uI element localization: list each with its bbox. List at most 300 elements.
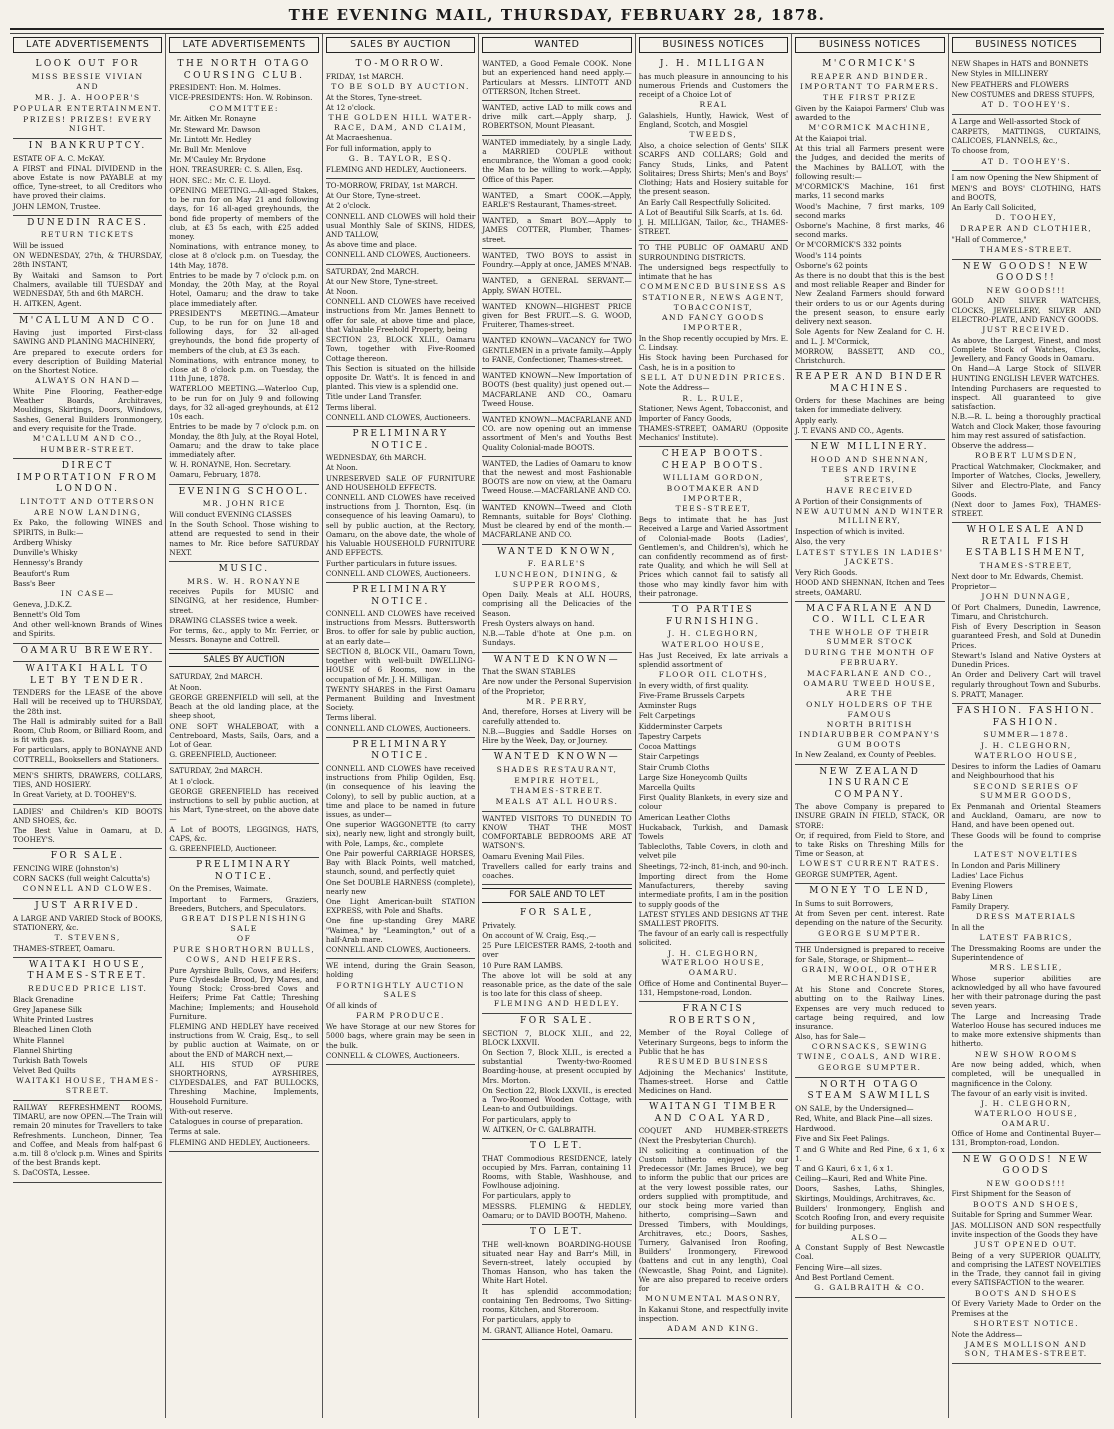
ad-line: White Pine Flooring, Feather-edge Weather Boards, Architraves, Mouldings, Skirtings, Doors, Windows, Sashes, General Builders Ironmongery, and every requisite for the Trade. (13, 386, 163, 433)
column-2 (166, 34, 322, 1418)
ad-line: For particulars, apply to (482, 1191, 571, 1201)
ad-line: The undersigned begs respectfully to intimate that he has (638, 262, 789, 282)
ad-line: F. EARLE'S (527, 559, 587, 569)
ad-line: NEW GOODS!!! (986, 1178, 1066, 1188)
advertisement (482, 750, 631, 811)
ad-line: JAS. MOLLISON AND SON respectfully invite inspection of the Goods they have (951, 1220, 1101, 1239)
advertisement (482, 653, 631, 751)
ad-line: ADAM AND KING. (667, 1324, 760, 1334)
ad-line: Nominations, with entrance money, to close at 8 o'clock p.m. on Tuesday, the 14th May, 1878. (169, 242, 319, 270)
ad-line: Desires to inform the Ladies of Oamaru and Neighbourhood that his (951, 762, 1101, 781)
ad-line: POPULAR ENTERTAINMENT. (13, 103, 163, 113)
ad-line: DRAWING CLASSES twice a week. (169, 615, 298, 625)
ad-line: American Leather Cloths (638, 812, 731, 822)
advertisement (795, 1078, 944, 1298)
ad-line: N.B.—Buggies and Saddle Horses on Hire by the Week, Day, or Journey. (482, 726, 632, 746)
ad-line: VICE-PRESIDENTS: Hon. W. Robinson. (169, 93, 313, 103)
ad-line: N.B.—Table d'hote at One p.m. on Sundays. (482, 629, 632, 648)
ad-line: FLEMING AND HEDLEY, Auctioneers. (169, 1137, 311, 1147)
ad-line: MR. JOHN RICE (202, 499, 286, 509)
ad-line: MR. PERRY, (526, 696, 588, 706)
ad-line: DURING THE MONTH OF FEBRUARY. (804, 648, 936, 667)
ad-line: M. GRANT, Alliance Hotel, Oamaru. (482, 1325, 613, 1335)
ad-line: At this trial all Farmers present were the Judges, and decided the merits of the Machines by BALLOT, with the following result:— (795, 144, 945, 181)
ad-line: One Light American-built STATION EXPRESS, with Pole and Shafts. (325, 896, 476, 916)
ad-line: LINTOTT AND OTTERSON (20, 496, 156, 506)
ad-line: ONLY HOLDERS OF THE FAMOUS (806, 699, 934, 719)
ad-line: Ceiling—Kauri, Red and White Pine. (795, 1174, 928, 1184)
ad-headline: WAITANGI TIMBER AND COAL YARD, (649, 1102, 778, 1124)
ad-line: On Section 22, Block LXXVII., is erected a Two-Roomed Wooden Cottage, with Lean-to and Outbuildings. (482, 1085, 632, 1114)
ad-line: FLOOR OIL CLOTHS, (658, 670, 768, 680)
ad-line: On Section 7, Block XLII., is erected a substantial Twenty-two-Roomed Boarding-house, at present occupied by Mrs. Morton. (482, 1048, 632, 1085)
ad-headline: NEW ZEALAND INSURANCE COMPANY. (819, 766, 921, 800)
ad-line: Member of the Royal College of Veterinary Surgeons, begs to inform the Public that he has (638, 1028, 789, 1056)
ad-line: TEES-STREET, (675, 504, 752, 514)
ad-line: At Our Store, Tyne-street. (325, 191, 421, 201)
ad-line: THE well-known BOARDING-HOUSE situated near Hay and Barr's Mill, in Severn-street, lately occupied by Thomas Hanson, who has taken the White Hart Hotel. (482, 1239, 632, 1286)
ad-line: It has splendid accommodation; containing Ten Bedrooms, Two Sitting-rooms, Kitchen, and Storeroom. (482, 1286, 632, 1315)
ad-line: In the South School. Those wishing to attend are requested to send in their names to Mr. Rice before SATURDAY NEXT. (169, 520, 319, 557)
ad-line: MISS BESSIE VIVIAN (31, 71, 144, 81)
ad-line: Whose superior abilities are acknowledged by all who have favoured her with their patronage during the past seven years. (951, 973, 1101, 1011)
ad-line: IMPORTANT TO FARMERS. (800, 82, 940, 92)
advertisement (482, 545, 631, 653)
advertisement (169, 562, 318, 650)
ad-headline: WAITAKI HALL TO LET BY TENDER. (25, 664, 150, 686)
ad-line: FLEMING AND HEDLEY, Auctioneers. (325, 164, 467, 174)
ad-headline: WANTED, the Ladies of Oamaru to know that the newest and most Fashionable BOOTS are now on view, at the Oamaru Tweed House.—MACFARLANE AND CO. (482, 458, 632, 496)
ad-line: At our New Store, Tyne-street. (325, 276, 438, 286)
ad-line: Practical Watchmaker, Clockmaker, and Importer of Watches, Clocks, Jewellery, Silver and Electro-Plate, and Fancy Goods. (951, 462, 1101, 499)
advertisement (482, 136, 631, 189)
ad-line: Family Drapery. (951, 901, 1010, 911)
advertisement (795, 57, 944, 370)
ad-line: At Noon. (325, 287, 358, 297)
ad-line: Black Grenadine (13, 994, 74, 1004)
advertisement (482, 189, 631, 214)
ad-line: THAMES-STREET. (510, 786, 604, 796)
ad-headline: I am now Opening the New Shipment of (951, 173, 1098, 183)
ad-line: His Stock having been Purchased for Cash, he is in a position to (638, 353, 789, 372)
ad-line: At 1 o'clock. (169, 776, 215, 786)
ad-line: The favour of an early visit is invited. (951, 1088, 1088, 1098)
advertisement (13, 139, 162, 216)
column-1 (10, 34, 166, 1418)
ad-line: NEW AUTUMN AND WINTER MILLINERY, (795, 506, 945, 526)
column-7 (949, 34, 1104, 1418)
ad-line: W. H. RONAYNE, Hon. Secretary. (169, 460, 291, 470)
ad-line: Proprietor— (951, 581, 997, 591)
ad-line: HOOD AND SHENNAN, (810, 454, 930, 464)
ad-line: GEORGE GREENFIELD has received instructions to sell by public auction, at his Mart, Tyne-street, on the above date— (169, 786, 319, 824)
ad-line: MRS. W. H. RONAYNE (187, 576, 302, 586)
advertisement (482, 1014, 631, 1139)
advertisement (326, 179, 475, 265)
ad-line: (Next door to James Fox), THAMES-STREET. (951, 499, 1101, 519)
ad-line: In every width, of first quality. (638, 680, 749, 690)
ad-line: Title under Land Transfer. (325, 392, 422, 402)
ad-line: SUMMER—1878. (983, 730, 1070, 740)
ad-line: SHADES RESTAURANT, (496, 764, 618, 774)
ad-line: Oamaru, February, 1878. (169, 470, 261, 480)
ad-line: CONNELL AND CLOWES. (22, 884, 153, 894)
ad-line: One fine up-standing Grey MARE "Waimea," by "Leamington," out of a half-Arab mare. (325, 916, 476, 944)
ad-line: D. TOOHEY, (995, 213, 1058, 223)
ad-line: Doors, Sashes, Laths, Shingles, Skirtings, Mouldings, Architraves, &c. (795, 1184, 945, 1203)
ad-line: A Lot of BOOTS, LEGGINGS, HATS, CAPS, &c. (169, 824, 319, 843)
ad-headline: TO LET. (530, 1141, 584, 1152)
ad-line: SECTION 8, BLOCK VII., Oamaru Town, together with well-built DWELLING-HOUSE of 6 Rooms, now in the occupation of Mr. J. H. Milligan. (325, 646, 476, 684)
ad-line: Geneva, J.D.K.Z. (13, 599, 72, 609)
ad-line: Stair Carpetings (638, 752, 699, 762)
ad-line: NEW SHOW ROOMS (974, 1049, 1078, 1059)
ad-line: Kidderminster Carpets (638, 721, 723, 731)
ad-line: We have Storage at our new Stores for 5000 bags, where grain may be seen in the bulk. (325, 1022, 476, 1050)
ad-line: SHORTEST NOTICE. (973, 1318, 1080, 1328)
ad-headline: TO PARTIES FURNISHING. (666, 605, 761, 627)
ad-line: At 12 o'clock. (325, 102, 376, 112)
ad-line: JOHN DUNNAGE, (981, 592, 1072, 602)
ad-line: WEDNESDAY, 6th MARCH. (325, 453, 427, 463)
ad-line: A Portion of their Consignments of (795, 496, 922, 506)
ad-headline: LADIES' and Children's KID BOOTS AND SHOES, &c. (13, 806, 163, 825)
ad-line: Observe the address— (951, 441, 1034, 451)
ad-line: EMPIRE HOTEL, (514, 775, 600, 785)
ad-line: As above, the Largest, Finest, and most Complete Stock of Watches, Clocks, Jewellery, and Fancy Goods in Oamaru. (951, 335, 1101, 364)
column-heading: SALES BY AUCTION (326, 37, 475, 53)
ad-line: An Early Call Solicited, (951, 203, 1037, 212)
ad-line: A Constant Supply of Best Newcastle Coal. (795, 1243, 945, 1262)
advertisement (952, 57, 1101, 115)
ad-headline: WE intend, during the Grain Season, holding (325, 961, 476, 980)
column-6 (792, 34, 948, 1418)
ad-line: On Hand—A Large Stock of SILVER HUNTING ENGLISH LEVER WATCHES. (951, 364, 1101, 383)
ad-line: THAMES-STREET, (979, 560, 1073, 570)
ad-line: BOOTMAKER AND IMPORTER, (666, 484, 761, 503)
advertisement (13, 459, 162, 643)
ad-line: Terms liberal. (325, 713, 377, 723)
ad-line: Next door to Mr. Edwards, Chemist. (951, 571, 1084, 581)
ad-headline: SATURDAY, 2nd MARCH. (169, 672, 263, 682)
ad-headline: NEW GOODS! NEW GOODS!! (962, 261, 1090, 284)
ad-line: Builders' Ironmongery, English and Scotch Roofing Iron, and every requisite for building purposes. (795, 1203, 945, 1232)
ad-line: Baby Linen (951, 891, 993, 901)
ad-headline: WANTED KNOWN—Tweed and Cloth Remnants, suitable for Boys' Clothing. Must be cleared by end of the month.—MACFARLANE AND CO. (482, 502, 632, 540)
ad-line: Catalogues in course of preparation. (169, 1117, 303, 1127)
ad-line: N.B.—R. L. being a thoroughly practical Watch and Clock Maker, those favouring him may rest assured of satisfaction. (951, 412, 1101, 440)
ad-line: CONNELL AND CLOWES will hold their usual Monthly Sale of SKINS, HIDES, AND TALLOW, (325, 211, 476, 239)
ad-line: The above lot will be sold at any reasonable price, as the date of the sale is too late for this class of sheep. (482, 970, 632, 999)
ad-line: WILLIAM GORDON, (662, 473, 764, 483)
ad-line: JUST RECEIVED. (982, 325, 1071, 334)
ad-line: At his Stone and Concrete Stores, abutting on to the Railway Lines. Expenses are very much reduced to cartage being required, and low insurance. (795, 985, 945, 1032)
ad-line: PRESIDENT: Hon. M. Holmes. (169, 83, 281, 93)
ad-line: SELL AT DUNEDIN PRICES. (640, 372, 787, 382)
ad-line: Ex Pako, the following WINES and SPIRITS, in Bulk:— (13, 518, 163, 537)
ad-line: An Early Call Respectfully Solicited. (638, 197, 771, 207)
ad-line: Given by the Kaiapoi Farmers' Club was awarded to the (795, 103, 945, 123)
ad-headline: RAILWAY REFRESHMENT ROOMS, TIMARU, are now OPEN.—The Train will remain 20 minutes for Travellers to take Refreshments. Luncheon, Dinner, Tea and Coffee, and Meals from half-past 6 a.m. till 8 o'clock p.m. Wines and Spirits of the best Brands kept. (13, 1102, 163, 1168)
ad-line: Beaufort's Rum (13, 568, 70, 578)
ad-line: Turkish Bath Towels (13, 1056, 88, 1065)
ad-headline: WANTED KNOWN—VACANCY for TWO GENTLEMEN in a private family.—Apply to FANE, Confectioner, Thames-street. (482, 336, 632, 364)
ad-headline: PRELIMINARY NOTICE. (352, 739, 449, 762)
ad-headline: FOR SALE, (520, 908, 594, 919)
ad-line: Ardberg Whisky (13, 537, 72, 547)
advertisement (169, 764, 318, 858)
ad-headline: WANTED immediately, by a single Lady, a MARRIED COUPLE without encumbrance, the Woman a good cook; the Man to be willing to work.—Apply, Office of this Paper. (482, 137, 632, 184)
advertisement (639, 57, 788, 241)
ad-line: SECTION 7, BLOCK XLII., and 22, BLOCK LXXVII. (482, 1028, 632, 1047)
ad-line: LATEST FABRICS, (979, 932, 1073, 942)
ad-line: FLEMING AND HEDLEY. (493, 999, 621, 1009)
ad-line: Office of Home and Continental Buyer—131, Hempstone-road, London. (638, 978, 789, 998)
ad-line: Pure Ayrshire Bulls, Cows, and Heifers; Pure Clydesdale Brood, Dry Mares, and Young Stock; Cross-bred Cows and Heifers; Prime Fat Cattle; Threshing Machine; Implements; and Household Furniture. (169, 965, 319, 1021)
advertisement (482, 101, 631, 136)
ad-line: JAMES MOLLISON AND SON, THAMES-STREET. (964, 1339, 1088, 1359)
ad-line: In Kakanui Stone, and respectfully invite inspection. (638, 1305, 789, 1324)
ad-headline: WANTED, a Smart BOY.—Apply to JAMES COTTER, Plumber, Thames-street. (482, 216, 632, 244)
ad-line: White Flannel (13, 1035, 65, 1045)
ad-headline: FOR SALE. (520, 1016, 594, 1027)
ad-line: FRIDAY, 1st MARCH. (325, 71, 404, 81)
ad-line: Mr. Aitken Mr. Ronayne (169, 114, 257, 124)
ad-headline: NEW Shapes in HATS and BONNETS (951, 59, 1089, 69)
ad-line: DRAPER AND CLOTHIER, (960, 223, 1093, 233)
ad-headline: SATURDAY, 2nd MARCH. (325, 266, 419, 276)
ad-line: At from Seven per cent. interest. Rate depending on the nature of the Security. (795, 909, 945, 928)
ad-line: NORTH BRITISH INDIARUBBER COMPANY'S GUM BOOTS (799, 720, 941, 749)
ad-line: New Styles in MILLINERY (951, 69, 1049, 79)
advertisement (482, 334, 631, 369)
ad-line: "Hall of Commerce," (951, 234, 1027, 244)
ad-headline: MACFARLANE AND CO. WILL CLEAR (805, 603, 934, 626)
ad-line: Hennessy's Brandy (13, 558, 83, 568)
ad-line: Or M'CORMICK'S 332 points (795, 240, 902, 250)
ad-line: Mr. Steward Mr. Dawson (169, 124, 261, 134)
ad-headline: NEW MILLINERY. (810, 442, 930, 453)
ad-line: Further particulars in future issues. (325, 558, 458, 568)
ad-line: T and G White and Red Pine, 6 x 1, 6 x 1. (795, 1144, 945, 1163)
ad-headline: TO THE PUBLIC OF OAMARU AND SURROUNDING DISTRICTS. (638, 243, 789, 262)
ad-headline: EVENING SCHOOL. (178, 486, 310, 497)
ad-line: LUNCHEON, DINING, & SUPPER ROOMS, (494, 569, 620, 589)
ad-line: Bleached Linen Cloth (13, 1025, 92, 1035)
ad-line: In New Zealand, ex County of Peebles. (795, 750, 937, 760)
ad-line: The above Company is prepared to INSURE GRAIN IN FIELD, STACK, OR STORE: (795, 802, 945, 830)
ad-line: TWEEDS, (689, 130, 738, 140)
ad-line: GREAT DISPLENISHING SALE (181, 914, 307, 933)
ad-line: Will conduct EVENING CLASSES (169, 509, 292, 519)
advertisement (169, 670, 318, 764)
ad-headline: OAMARU BREWERY. (20, 645, 155, 656)
ad-line: Has Just Received, Ex late arrivals a splendid assortment of (638, 650, 789, 669)
ad-line: CORN SACKS (full weight Calcutta's) (13, 874, 150, 884)
ad-headline: TO-MORROW, FRIDAY, 1st MARCH. (325, 180, 458, 190)
ad-headline: REAPER AND BINDER MACHINES. (795, 372, 944, 394)
ad-line: Inspection of which is invited. (795, 527, 905, 537)
ad-line: H. AITKEN, Agent. (13, 299, 82, 309)
columns-container (10, 33, 1104, 1418)
ad-line: At Macraeshenua. (325, 133, 393, 143)
ad-headline: NEW GOODS! NEW GOODS (962, 1154, 1090, 1177)
ad-headline: WANTED VISITORS TO DUNEDIN TO KNOW THAT THE MOST COMFORTABLE BEDROOMS ARE AT WATSON'S. (482, 813, 632, 851)
ad-line: Travellers called for early trains and coaches. (482, 861, 632, 881)
ad-line: S. PRATT, Manager. (951, 689, 1024, 699)
ad-line: Fencing Wire—all sizes. (795, 1262, 883, 1272)
ad-line: Stewart's Island and Native Oysters at Dunedin Prices. (951, 650, 1101, 670)
ad-line: PURE SHORTHORN BULLS, COWS, AND HEIFERS. (172, 945, 316, 964)
ad-headline: JUST ARRIVED. (35, 901, 141, 912)
ad-headline: WANTED, a Smart COOK.—Apply, EARLE'S Restaurant, Thames-street. (482, 190, 632, 209)
column-heading: BUSINESS NOTICES (795, 37, 944, 53)
ad-line: IN CASE— (60, 588, 115, 598)
ad-headline: WANTED KNOWN— (493, 654, 621, 665)
ad-headline: LOOK OUT FOR (35, 59, 140, 70)
ad-headline: M'CALLUM AND CO. (19, 315, 157, 326)
ad-line: The Large and Increasing Trade Waterloo House has secured induces me to make more extensive shipments than hitherto. (951, 1011, 1101, 1049)
advertisement (13, 216, 162, 314)
ad-line: OAMARU TWEED HOUSE, ARE THE (803, 679, 937, 699)
ad-line: J. H. CLEGHORN, WATERLOO HOUSE, OAMARU. (661, 948, 766, 978)
ad-line: MEALS AT ALL HOURS. (495, 796, 619, 806)
advertisement (482, 906, 631, 1014)
column-4 (479, 34, 635, 1418)
ad-line: In all the (951, 922, 985, 932)
ad-line: M'CORMICK MACHINE, (808, 123, 932, 133)
ad-line: And, therefore, Horses at Livery will be carefully attended to. (482, 707, 632, 726)
ad-line: In London and Paris Millinery (951, 860, 1061, 870)
advertisement (326, 427, 475, 583)
ad-line: FENCING WIRE (Johnston's) (13, 863, 119, 873)
ad-line: Also, has for Sale— (795, 1032, 866, 1042)
ad-line: SECOND SERIES OF SUMMER GOODS, (973, 781, 1080, 801)
ad-headline: J. H. MILLIGAN (659, 59, 767, 70)
ad-line: Large Size Honeycomb Quilts (638, 772, 748, 782)
ad-line: Suitable for Spring and Summer Wear. (951, 1210, 1093, 1220)
advertisement (326, 959, 475, 1065)
ad-line: AT D. TOOHEY'S. (981, 156, 1072, 166)
ad-line: The favour of an early call is respectfully solicited. (638, 929, 789, 948)
ad-line: 25 Pure LEICESTER RAMS, 2-tooth and over (482, 941, 632, 960)
ad-headline: IN BANKRUPTCY. (28, 140, 147, 151)
advertisement (13, 805, 162, 850)
ad-line: CONNELL AND CLOWES, Auctioneers. (325, 945, 471, 955)
advertisement (482, 501, 631, 545)
ad-line: Mr. Lintott Mr. Hedley (169, 134, 252, 144)
masthead: THE EVENING MAIL, THURSDAY, FEBRUARY 28, 1878. (10, 4, 1104, 30)
section-heading: FOR SALE AND TO LET (482, 888, 631, 903)
ad-line: WATERLOO MEETING.—Waterloo Cup, to be run for on July 9 and following days, for 32 all-aged greyhounds, at £12 10s each. (169, 384, 319, 422)
ad-line: COMMENCED BUSINESS AS (639, 282, 787, 292)
ad-line: By Waitaki and Samson to Port Chalmers, available till TUESDAY and WEDNESDAY, 5th and 6th MARCH. (13, 270, 163, 299)
ad-line: DRESS MATERIALS (976, 911, 1077, 921)
ad-line: Osborne's Machine, 8 first marks, 46 second marks. (795, 220, 945, 240)
section-heading: SALES BY AUCTION (169, 653, 318, 668)
ad-line: Are now under the Personal Supervision of the Proprietor, (482, 677, 632, 696)
ad-line: HON. TREASURER: C. S. Allen, Esq. (169, 165, 303, 175)
ad-line: R. L. RULE, (682, 393, 745, 403)
ad-line: receives Pupils for MUSIC and SINGING, at her residence, Humber-street. (169, 587, 319, 615)
ad-line: GEORGE SUMPTER. (818, 928, 922, 938)
advertisement (639, 241, 788, 447)
ad-line: White Printed Lustres (13, 1015, 94, 1025)
ad-headline: FRANCIS ROBERTSON, (669, 1004, 758, 1026)
ad-line: UNRESERVED SALE OF FURNITURE AND HOUSEHOLD EFFECTS. (325, 473, 476, 492)
advertisement (13, 644, 162, 663)
advertisement (795, 943, 944, 1077)
ad-line: Mr. M'Cauley Mr. Brydone (169, 155, 266, 165)
ad-line: The Dressmaking Rooms are under the Superintendence of (951, 943, 1101, 962)
advertisement (482, 214, 631, 249)
ad-line: Fish of Every Description in Season guaranteed Fresh, and Sold at Dunedin Prices. (951, 622, 1101, 650)
ad-line: CONNELL AND CLOWES have received instructions from Mr. James Bennett to offer for sale, at above time and place, that Valuable Freehold Property, being (325, 297, 476, 334)
ad-line: GOLD AND SILVER WATCHES, CLOCKS, JEWELLERY, SILVER AND ELECTRO-PLATE, AND FANCY GOODS. (951, 296, 1101, 324)
advertisement (639, 603, 788, 1002)
ad-headline: WANTED, TWO BOYS to assist in Foundry.—Apply at once, JAMES M'NAB. (482, 250, 632, 270)
ad-line: On the Premises, Waimate. (169, 884, 268, 894)
ad-line: At the Kaiapoi trial. (795, 133, 867, 143)
ad-headline: FASHION. FASHION. FASHION. (956, 705, 1096, 728)
ad-line: IN soliciting a continuation of the Custom hitherto enjoyed by our Predecessor (Mr. James Bruce), we beg to inform the public that our prices are at the very lowest possible rates, our orders supplied with promptitude, and our stock being more varied than hitherto, comprising—Sawn and Dressed Timbers, with Mouldings, Architraves, etc.; Doors, Sashes, Turnery, Galvanised Iron Roofing, Builders' Ironmongery, Firewood (battens and cut in any length), Coal (Newcastle, Shag Point, and Lignite). We are also prepared to receive orders for (638, 1145, 789, 1294)
ad-line: For particulars, apply to BONAYNE AND COTTRELL, Booksellers and Stationers. (13, 745, 163, 764)
ad-line: And Best Portland Cement. (795, 1272, 895, 1282)
ad-line: Adjoining the Mechanics' Institute, Thames-street. Horse and Cattle Medicines on Hand. (638, 1067, 789, 1096)
ad-headline: WAITAKI HOUSE, THAMES-STREET. (27, 959, 148, 982)
ad-line: As above time and place. (325, 240, 417, 250)
ad-line: Ladies' Lace Fichus (951, 871, 1024, 881)
ad-line: GEORGE SUMPTER, Agent. (795, 870, 898, 880)
ad-line: ESTATE OF A. C. McKAY. (13, 153, 105, 163)
ad-line: One Pair powerful CARRIAGE HORSES, Bay with Black Points, well matched, staunch, sound, and perfectly quiet (325, 848, 476, 877)
ad-line: CONNELL AND CLOWES have received instructions from Philip Ogilden, Esq. (in consequence of his leaving the Colony), to sell by public auction, at a time and place to be named in future issues, as under— (325, 763, 476, 819)
ad-line: Also, the very (795, 537, 846, 547)
ad-line: SECTION 23, BLOCK XLII., Oamaru Town, together with Five-Roomed Cottage thereon. (325, 335, 476, 363)
ad-line: For full information, apply to (325, 143, 432, 153)
ad-line: Terms at sale. (169, 1127, 221, 1137)
ad-line: ONE SOFT WHALEBOAT, with a Centreboard, Masts, Sails, Oars, and a Lot of Gear. (169, 721, 319, 749)
advertisement (326, 265, 475, 428)
ad-line: Are prepared to execute orders for every description of Building Material on the Shortest Notice. (13, 347, 163, 375)
ad-line: TENDERS for the LEASE of the above Hall will be received up to THURSDAY, the 28th inst. (13, 688, 163, 716)
ad-line: Osborne's 62 points (795, 260, 868, 270)
ad-line: ON SALE, by the Undersigned— (795, 1103, 914, 1113)
ad-line: Entries to be made by 7 o'clock p.m. on Monday, the 8th July, at the Royal Hotel, Oamaru; and the draw to take place immediately after. (169, 422, 319, 459)
ad-line: At 2 o'clock. (325, 201, 371, 211)
ad-line: Hardwood. (795, 1124, 836, 1134)
ad-line: Are now being added, which, when completed, will be unequalled in magnificence in the Colony. (951, 1060, 1101, 1088)
ad-line: For terms, &c., apply to Mr. Ferrier, or Messrs. Bonayne and Cottrell. (169, 626, 319, 645)
advertisement (169, 485, 318, 562)
ad-line: CONNELL AND CLOWES, Auctioneers. (325, 250, 471, 260)
ad-headline: TO-MORROW. (355, 59, 446, 70)
ad-line: Evening Flowers (951, 881, 1013, 891)
ad-line: LATEST STYLES AND DESIGNS AT THE SMALLEST PROFITS. (638, 909, 789, 929)
ad-line: Privately. (482, 920, 517, 930)
ad-line: J. H. MILLIGAN, Tailor, &c., THAMES-STREET. (638, 217, 789, 237)
ad-headline: THE NORTH OTAGO COURSING CLUB. (177, 59, 311, 81)
column-heading: BUSINESS NOTICES (639, 37, 788, 53)
advertisement (482, 300, 631, 335)
ad-headline: A Large and Well-assorted Stock of (951, 116, 1080, 126)
ad-line: CONNELL AND CLOWES have received instructions from Messrs. Buttersworth Bros. to offer for sale by public auction, at an early date— (325, 609, 476, 646)
ad-line: TWENTY SHARES in the First Oamaru Permanent Building and Investment Society. (325, 684, 476, 713)
ad-line: MACFARLANE AND CO., (807, 668, 933, 678)
ad-line: JUST OPENED OUT. (974, 1240, 1078, 1250)
ad-line: First Quality Blankets, in every size and colour (638, 793, 789, 812)
ad-line: Stair Crumb Cloths (638, 762, 710, 772)
